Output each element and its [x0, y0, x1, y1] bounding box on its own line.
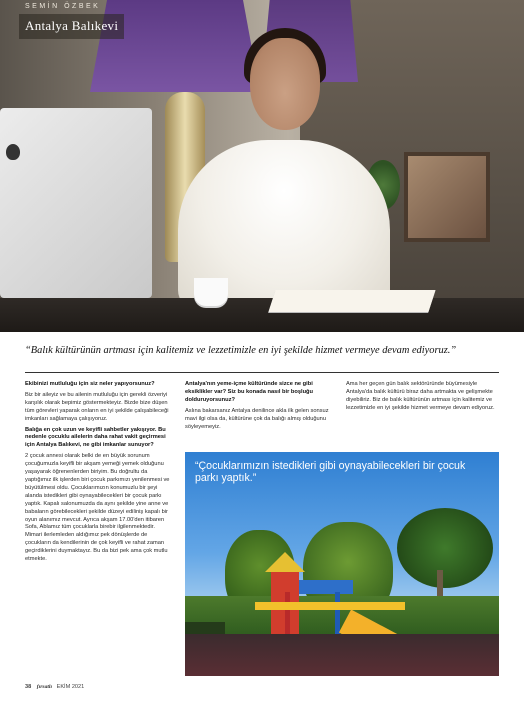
column-2: [185, 381, 333, 434]
playground-deck: [255, 602, 405, 610]
palm-tree: [397, 508, 493, 588]
apple-logo-icon: [6, 144, 20, 160]
question: Balığa en çok uzun ve keyifli sahbetler yakışıyor. Bu nedenle çocuklu ailelerin daha rahat vakit geçirmesi için Antalya Balıkevi, ne gibi imkanlar sunuyor?: [25, 426, 166, 449]
rubber-ground: [185, 634, 499, 676]
inset-caption: “Çocuklarımızın istedikleri gibi oynayabilecekleri bir çocuk parkı yaptık.”: [195, 460, 466, 484]
answer: Biz bir aileyiz ve bu ailenin mutluluğu için gerekli özveriyi karşılık olarak bepimiz göstermekteyiz. Bizde bize düşen tüm görevleri yaparak onların en iyi şekilde çalışabileceği imkanları sağlamaya çalışıyoruz.: [25, 391, 169, 422]
quote-divider: [25, 372, 499, 373]
notebook: [268, 290, 435, 312]
question: Ekibinizi mutluluğu için siz neler yapıyorsunuz?: [25, 381, 155, 387]
column-3: [346, 381, 498, 416]
magazine-brand: fırsatlı: [36, 684, 53, 690]
header-name: Antalya Balıkevi: [25, 18, 119, 33]
photo-frame: [404, 152, 490, 242]
desk: [0, 298, 524, 332]
playground-roof: [299, 580, 353, 594]
answer: 2 çocuk annesi olarak belki de en büyük sorunum çocuğumuzla keyifli bir akşam yemeği yemek olduğunu yaşayarak öğrenenlerden biriyim. Bu doğrultu da yaptığımız ilk işlerden biri çocuk parkımızı yenilenmesi ve büyütülmesi oldu. Çocuklarımızın konumuzlu bir şeyi alanda istedikleri gibi oynayabilecekleri bir çocuk parkı yaptık. Kapalı salonumuzda da aynı şekilde yine anne ve babaların görebilecekleri şekilde düzeyi ediliniş kapalı bir oyun alanımız mevcut. Ayrıca akşam 17.00'den itibaren Sofa, Ablamız tüm çocuklarla birebir ilgilenmektedir. Mimari ilerlemleden aldığımız pek dönüşlerde de çocukların da kendilerinin de çok keyifli ve rahat zaman geçirdiklerini duymaktayız. Bu da bizi pek ama çok mutlu etmekte.: [25, 453, 170, 563]
answer: Aslına bakarsanız Antalya denilince akla ilk gelen sonsuz mavi ilgi olsa da, kültürüne çok da balığı almış olduğunu söyleyemeyiz.: [185, 407, 329, 430]
pull-quote: “Balık kültürünün artması için kalitemiz ve lezzetimizle en iyi şekilde hizmet vermeye devam ediyoruz.”: [25, 345, 457, 356]
coffee-cup: [194, 278, 228, 306]
hero-photo: [0, 0, 524, 332]
column-1: [25, 381, 173, 567]
header-name-box: [19, 14, 124, 39]
header-kicker: SEMİN ÖZBEK: [25, 3, 101, 10]
desktop-monitor: [0, 108, 152, 298]
playground-photo: [185, 452, 499, 676]
page-footer: [25, 684, 84, 690]
issue-date: EKİM 2021: [56, 684, 85, 690]
question: Antalya'nın yeme-içme kültüründe sizce ne gibi eksiklikler var? Siz bu konada nasıl bir boşluğu dolduruyorsunuz?: [185, 381, 314, 403]
person-head: [250, 38, 320, 130]
answer: Ama her geçen gün balık sektörüründe büyümesiyle Antalya'da balık kültürü biraz daha artmakta ve gelişmekte diyebiliriz. Biz de balık kültürünün artması için kalitemiz ve lezzetimizle en iyi şekilde hizmet vermeye devam ediyoruz.: [346, 381, 495, 411]
page-number: 38: [25, 684, 32, 690]
